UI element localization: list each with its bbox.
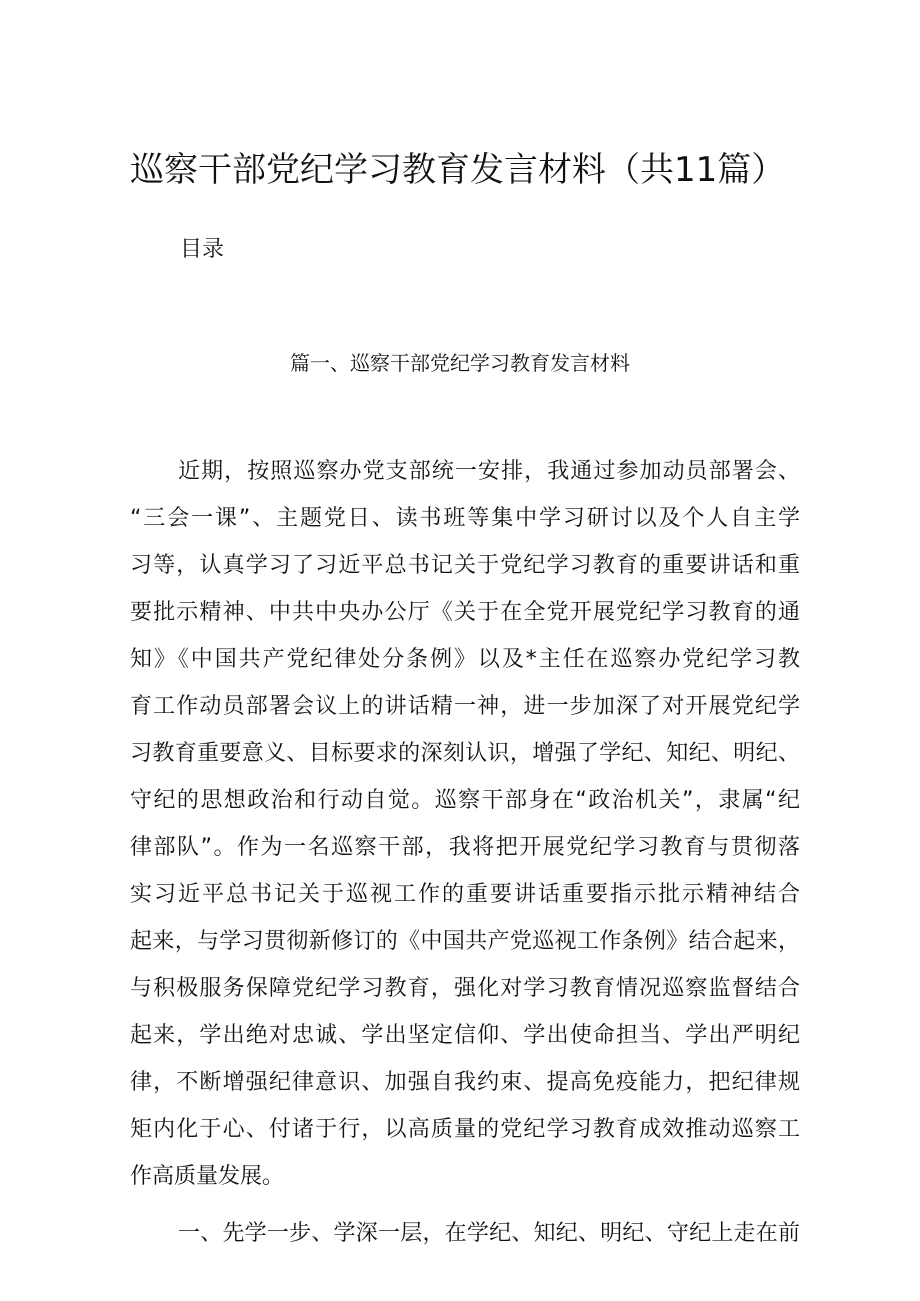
- paragraph-line: 律，不断增强纪律意识、加强自我约束、提高免疫能力，把纪律规: [130, 1070, 800, 1095]
- paragraph-line: 起来，与学习贯彻新修订的《中国共产党巡视工作条例》结合起来，: [130, 929, 800, 954]
- paragraph-line: 作高质量发展。: [130, 1164, 285, 1189]
- section-heading: 一、先学一步、学深一层，在学纪、知纪、明纪、守纪上走在前: [178, 1221, 800, 1246]
- paragraph-line: 知》《中国共产党纪律处分条例》以及*主任在巡察办党纪学习教: [130, 647, 800, 672]
- paragraph-line: 实习近平总书记关于巡视工作的重要讲话重要指示批示精神结合: [130, 882, 800, 907]
- paragraph-line: 近期，按照巡察办党支部统一安排，我通过参加动员部署会、: [178, 459, 800, 484]
- paragraph-line: 矩内化于心、付诸于行，以高质量的党纪学习教育成效推动巡察工: [130, 1117, 800, 1142]
- document-title: 巡察干部党纪学习教育发言材料（共11篇）: [130, 150, 786, 190]
- paragraph-line: 起来，学出绝对忠诚、学出坚定信仰、学出使命担当、学出严明纪: [130, 1023, 800, 1048]
- chapter-title: 篇一、巡察干部党纪学习教育发言材料: [290, 351, 630, 375]
- paragraph-line: “三会一课”、主题党日、读书班等集中学习研讨以及个人自主学: [130, 506, 800, 531]
- paragraph-line: 要批示精神、中共中央办公厅《关于在全党开展党纪学习教育的通: [130, 600, 800, 625]
- paragraph-line: 育工作动员部署会议上的讲话精一神，进一步加深了对开展党纪学: [130, 694, 800, 719]
- paragraph-line: 与积极服务保障党纪学习教育，强化对学习教育情况巡察监督结合: [130, 976, 800, 1001]
- body-text: [130, 448, 800, 1257]
- paragraph-line: 习教育重要意义、目标要求的深刻认识，增强了学纪、知纪、明纪、: [130, 741, 800, 766]
- paragraph-line: 习等，认真学习了习近平总书记关于党纪学习教育的重要讲话和重: [130, 553, 800, 578]
- paragraph-line: 律部队”。作为一名巡察干部，我将把开展党纪学习教育与贯彻落: [130, 835, 800, 860]
- table-of-contents-label: 目录: [180, 237, 225, 262]
- paragraph-line: 守纪的思想政治和行动自觉。巡察干部身在“政治机关”，隶属“纪: [130, 788, 800, 813]
